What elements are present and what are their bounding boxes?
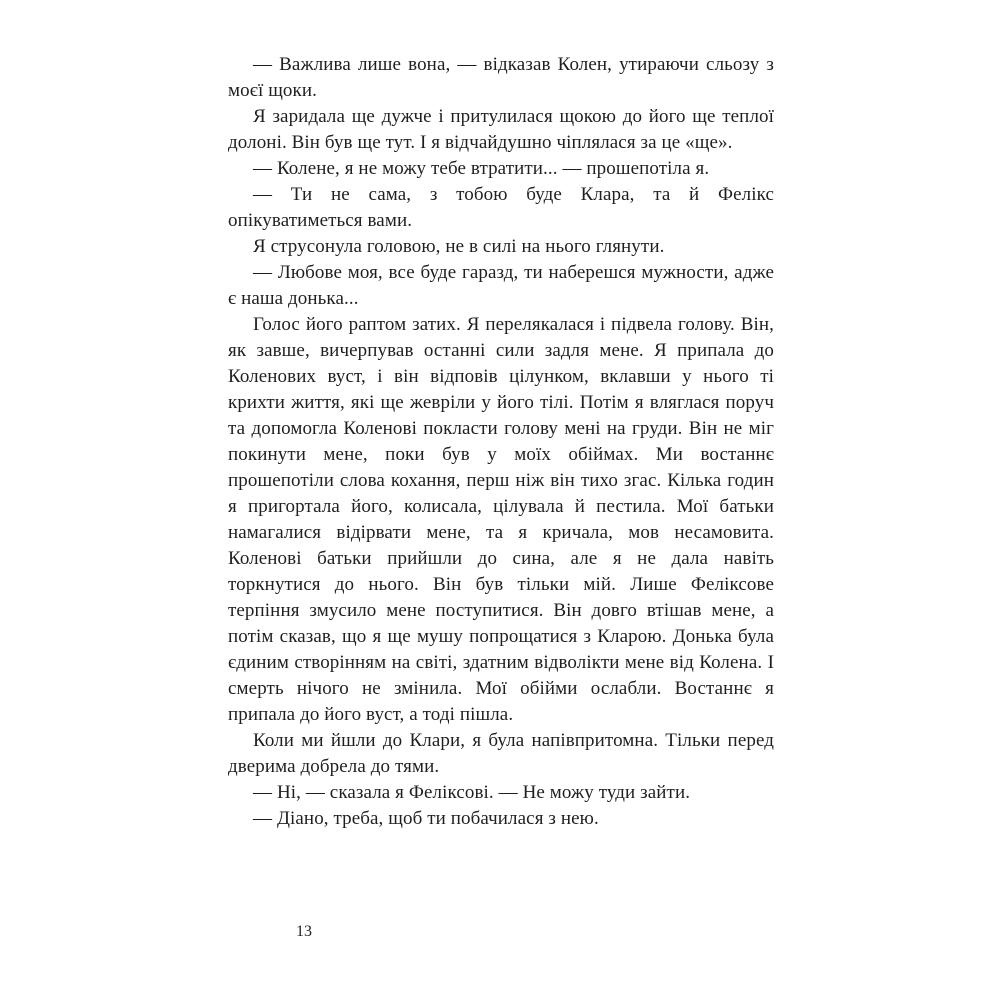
page-text xyxy=(228,52,774,832)
page-number: 13 xyxy=(296,923,312,940)
paragraph: Я струсонула головою, не в силі на нього глянути. xyxy=(253,236,665,257)
paragraph: Голос його раптом затих. Я перелякалася і підвела голову. Він, як завше, вичерпував останні сили задля мене. Я припала до Коленових вуст, і він відповів цілунком, вклавши у нього ті крихти життя, які ще жевріли у його тілі. Потім я вляглася поруч та допомогла Коленові покласти голову мені на груди. Він не міг покинути мене, поки був у моїх обіймах. Ми востаннє прошепотіли слова кохання, перш ніж він тихо згас. Кілька годин я пригортала його, колисала, цілувала й пестила. Мої батьки намагалися відірвати мене, та я кричала, мов несамовита. Коленові батьки прийшли до сина, але я не дала навіть торкнутися до нього. Він був тільки мій. Лише Феліксове терпіння змусило мене поступитися. Він довго втішав мене, а потім сказав, що я ще мушу попрощатися з Кларою. Донька була єдиним створінням на світі, здатним відволікти мене від Колена. І смерть нічого не змінила. Мої обійми ослабли. Востаннє я припала до його вуст, а тоді пішла. xyxy=(228,314,774,725)
paragraph: — Ні, — сказала я Феліксові. — Не можу туди зайти. xyxy=(253,782,691,803)
paragraph: — Діано, треба, щоб ти побачилася з нею. xyxy=(253,808,599,829)
paragraph: Я заридала ще дужче і притулилася щокою до його ще теплої долоні. Він був ще тут. І я відчайдушно чіплялася за це «ще». xyxy=(228,106,774,153)
paragraph: — Важлива лише вона, — відказав Колен, утираючи сльозу з моєї щоки. xyxy=(228,54,774,101)
paragraph: Коли ми йшли до Клари, я була напівпритомна. Тільки перед дверима добрела до тями. xyxy=(228,730,774,777)
paragraph: — Ти не сама, з тобою буде Клара, та й Фелікс опікуватиметься вами. xyxy=(228,184,774,231)
paragraph: — Любове моя, все буде гаразд, ти наберешся мужности, адже є наша донька... xyxy=(228,262,774,309)
paragraph: — Колене, я не можу тебе втратити... — прошепотіла я. xyxy=(253,158,710,179)
